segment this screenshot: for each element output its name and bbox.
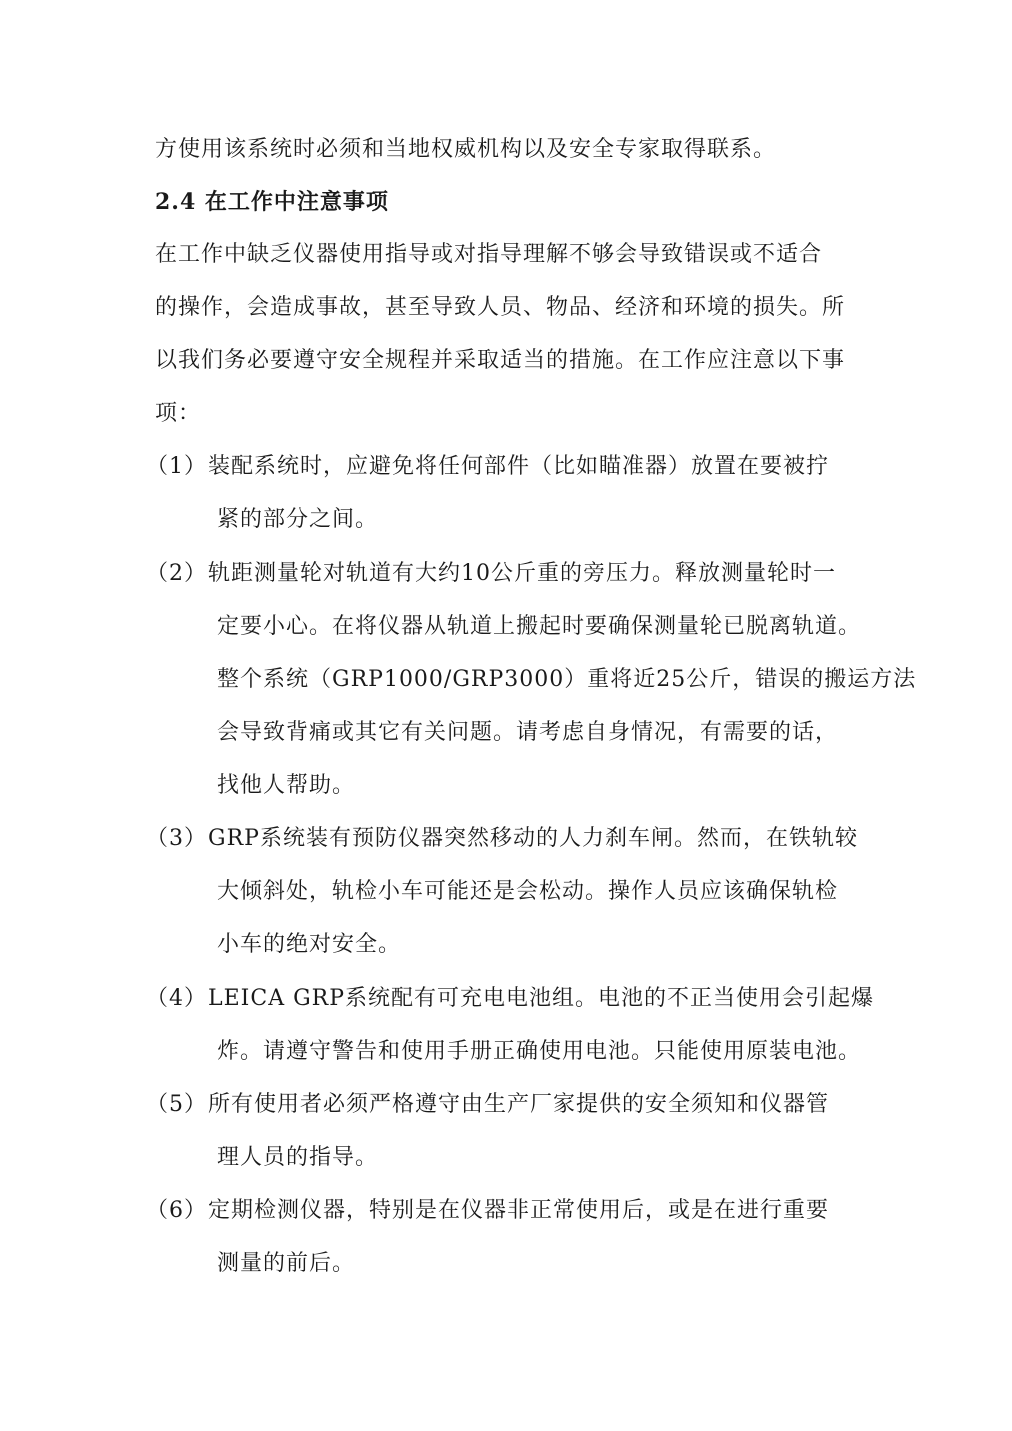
list-item-text: 定期检测仪器，特别是在仪器非正常使用后，或是在进行重要 xyxy=(208,1198,830,1223)
section-heading: 2.4 在工作中注意事项 xyxy=(155,189,389,215)
intro-line: 项： xyxy=(155,401,202,426)
list-item-text: 轨距测量轮对轨道有大约10公斤重的旁压力。释放测量轮时一 xyxy=(208,561,836,586)
list-item-continuation: 理人员的指导。 xyxy=(217,1145,379,1170)
intro-line: 在工作中缺乏仪器使用指导或对指导理解不够会导致错误或不适合 xyxy=(155,242,823,267)
list-item-number: （1） xyxy=(146,454,207,479)
list-item-continuation: 找他人帮助。 xyxy=(217,773,356,798)
list-item-4 xyxy=(146,984,874,1014)
list-item-continuation: 会导致背痛或其它有关问题。请考虑自身情况，有需要的话， xyxy=(217,720,839,745)
intro-line: 以我们务必要遵守安全规程并采取适当的措施。在工作应注意以下事 xyxy=(155,348,846,373)
list-item-number: （5） xyxy=(146,1092,207,1117)
list-item-6 xyxy=(146,1196,829,1226)
list-item-number: （3） xyxy=(146,826,207,851)
list-item-number: （6） xyxy=(146,1198,207,1223)
list-item-number: （4） xyxy=(146,986,207,1011)
list-item-continuation: 整个系统（GRP1000/GRP3000）重将近25公斤，错误的搬运方法 xyxy=(217,667,917,692)
list-item-number: （2） xyxy=(146,561,207,586)
list-item-continuation: 小车的绝对安全。 xyxy=(217,932,402,957)
list-item-continuation: 大倾斜处，轨检小车可能还是会松动。操作人员应该确保轨检 xyxy=(217,879,839,904)
list-item-text: LEICA GRP系统配有可充电电池组。电池的不正当使用会引起爆 xyxy=(208,986,875,1011)
list-item-continuation: 紧的部分之间。 xyxy=(217,507,379,532)
list-item-5 xyxy=(146,1090,829,1120)
list-item-continuation: 测量的前后。 xyxy=(217,1251,356,1276)
list-item-text: 装配系统时，应避免将任何部件（比如瞄准器）放置在要被拧 xyxy=(208,454,830,479)
list-item-2 xyxy=(146,559,836,589)
intro-line: 的操作，会造成事故，甚至导致人员、物品、经济和环境的损失。所 xyxy=(155,295,846,320)
list-item-continuation: 炸。请遵守警告和使用手册正确使用电池。只能使用原装电池。 xyxy=(217,1039,862,1064)
list-item-3 xyxy=(146,824,858,854)
list-item-1 xyxy=(146,452,829,482)
list-item-text: 所有使用者必须严格遵守由生产厂家提供的安全须知和仪器管 xyxy=(208,1092,830,1117)
list-item-text: GRP系统装有预防仪器突然移动的人力刹车闸。然而，在铁轨较 xyxy=(208,826,858,851)
list-item-continuation: 定要小心。在将仪器从轨道上搬起时要确保测量轮已脱离轨道。 xyxy=(217,614,862,639)
continuation-text: 方使用该系统时必须和当地权威机构以及安全专家取得联系。 xyxy=(155,137,777,162)
